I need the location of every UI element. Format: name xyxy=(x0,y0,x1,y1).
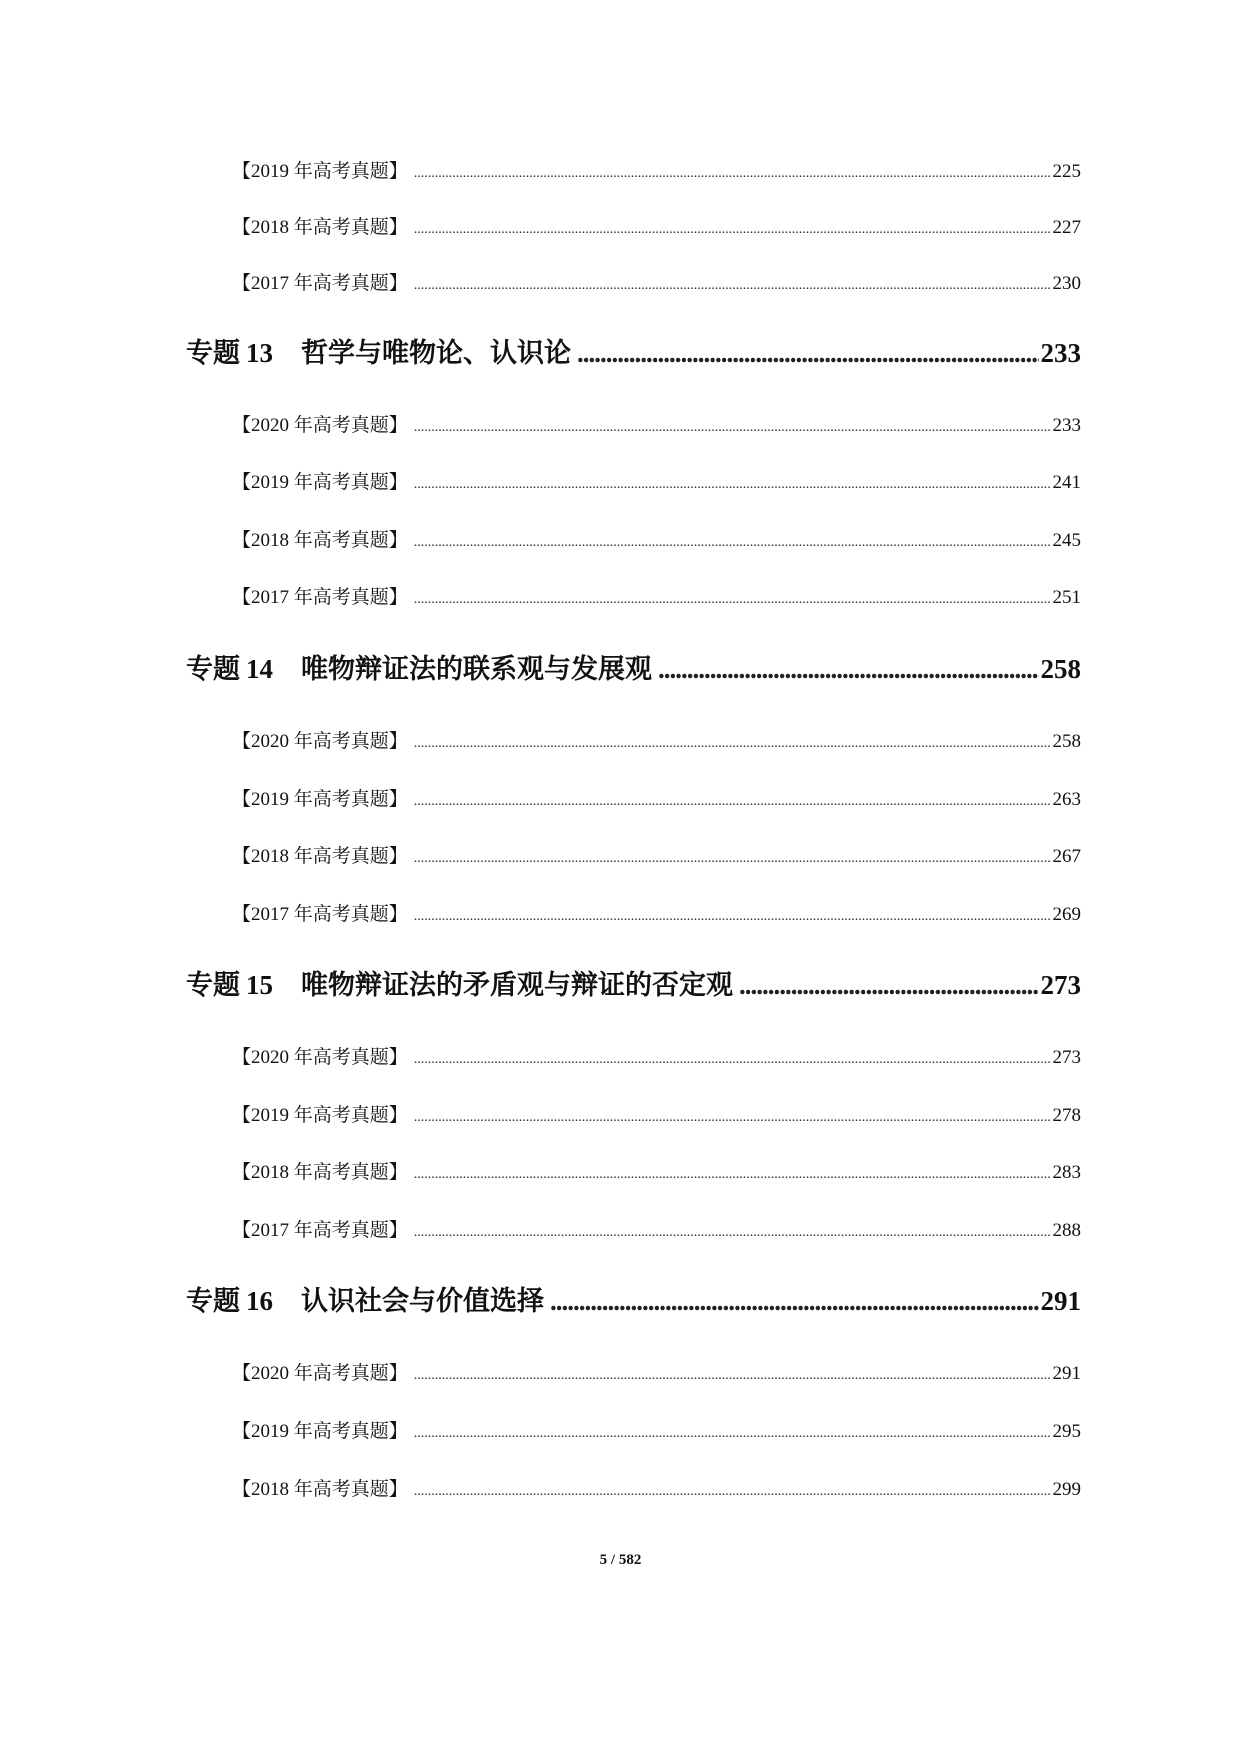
topic-title: 唯物辩证法的矛盾观与辩证的否定观 xyxy=(301,970,733,1000)
toc-entry-year[interactable] xyxy=(232,1215,1081,1241)
entry-label: 【2019 年高考真题】 xyxy=(232,789,408,810)
entry-page-number: 251 xyxy=(1052,587,1081,608)
entry-page-number: 299 xyxy=(1052,1479,1081,1500)
topic-heading xyxy=(186,331,571,370)
entry-page-number: 225 xyxy=(1052,161,1081,182)
topic-heading xyxy=(186,963,733,1002)
page-indicator: 5 / 582 xyxy=(599,1552,642,1568)
dot-leader xyxy=(414,477,1051,493)
entry-page-number: 283 xyxy=(1052,1162,1081,1183)
topic-prefix: 专题 xyxy=(186,970,240,1000)
entry-label: 【2018 年高考真题】 xyxy=(232,1479,408,1500)
dot-leader xyxy=(414,794,1051,810)
topic-heading xyxy=(186,1279,544,1318)
toc-entry-year[interactable] xyxy=(232,1416,1081,1442)
toc-entry-topic[interactable] xyxy=(186,331,1081,367)
topic-page-number: 258 xyxy=(1040,654,1081,684)
entry-page-number: 245 xyxy=(1052,530,1081,551)
entry-page-number: 267 xyxy=(1052,846,1081,867)
toc-entry-year[interactable] xyxy=(232,525,1081,551)
dot-leader xyxy=(414,1110,1051,1126)
topic-page-number: 273 xyxy=(1040,970,1081,1000)
toc-entry-topic[interactable] xyxy=(186,1279,1081,1315)
entry-label: 【2018 年高考真题】 xyxy=(232,530,408,551)
topic-prefix: 专题 xyxy=(186,1286,240,1316)
dot-leader xyxy=(414,278,1051,294)
entry-page-number: 273 xyxy=(1052,1047,1081,1068)
entry-label: 【2019 年高考真题】 xyxy=(232,1105,408,1126)
dot-leader xyxy=(577,338,1039,369)
toc-entry-year[interactable] xyxy=(232,841,1081,867)
toc-entry-year[interactable] xyxy=(232,784,1081,810)
entry-label: 【2018 年高考真题】 xyxy=(232,846,408,867)
toc-entry-year[interactable] xyxy=(232,726,1081,752)
dot-leader xyxy=(414,851,1051,867)
toc-entry-year[interactable] xyxy=(232,1474,1081,1500)
dot-leader xyxy=(658,654,1039,685)
entry-label: 【2017 年高考真题】 xyxy=(232,273,408,294)
entry-page-number: 269 xyxy=(1052,904,1081,925)
toc-entry-year[interactable] xyxy=(232,467,1081,493)
entry-label: 【2018 年高考真题】 xyxy=(232,217,408,238)
toc-entry-year[interactable] xyxy=(232,1042,1081,1068)
dot-leader xyxy=(414,909,1051,925)
entry-page-number: 263 xyxy=(1052,789,1081,810)
dot-leader xyxy=(414,222,1051,238)
entry-page-number: 278 xyxy=(1052,1105,1081,1126)
entry-page-number: 241 xyxy=(1052,472,1081,493)
entry-label: 【2019 年高考真题】 xyxy=(232,1421,408,1442)
topic-title: 哲学与唯物论、认识论 xyxy=(301,338,571,368)
entry-label: 【2017 年高考真题】 xyxy=(232,1220,408,1241)
topic-heading xyxy=(186,647,652,686)
entry-label: 【2020 年高考真题】 xyxy=(232,1363,408,1384)
topic-prefix: 专题 xyxy=(186,654,240,684)
entry-label: 【2017 年高考真题】 xyxy=(232,904,408,925)
toc-entry-year[interactable] xyxy=(232,1100,1081,1126)
dot-leader xyxy=(414,1368,1051,1384)
toc-entry-year[interactable] xyxy=(232,268,1081,294)
entry-page-number: 288 xyxy=(1052,1220,1081,1241)
dot-leader xyxy=(739,970,1039,1001)
dot-leader xyxy=(414,1167,1051,1183)
entry-label: 【2019 年高考真题】 xyxy=(232,472,408,493)
dot-leader xyxy=(550,1286,1039,1317)
entry-page-number: 258 xyxy=(1052,731,1081,752)
entry-label: 【2020 年高考真题】 xyxy=(232,731,408,752)
entry-page-number: 227 xyxy=(1052,217,1081,238)
dot-leader xyxy=(414,535,1051,551)
dot-leader xyxy=(414,166,1051,182)
dot-leader xyxy=(414,1426,1051,1442)
dot-leader xyxy=(414,420,1051,436)
entry-page-number: 295 xyxy=(1052,1421,1081,1442)
dot-leader xyxy=(414,736,1051,752)
entry-page-number: 233 xyxy=(1052,415,1081,436)
dot-leader xyxy=(414,1052,1051,1068)
toc-entry-year[interactable] xyxy=(232,410,1081,436)
topic-prefix: 专题 xyxy=(186,338,240,368)
toc-entry-year[interactable] xyxy=(232,899,1081,925)
topic-number: 13 xyxy=(246,338,273,368)
entry-label: 【2017 年高考真题】 xyxy=(232,587,408,608)
topic-number: 16 xyxy=(246,1286,273,1316)
topic-title: 认识社会与价值选择 xyxy=(301,1286,544,1316)
topic-title: 唯物辩证法的联系观与发展观 xyxy=(301,654,652,684)
topic-page-number: 233 xyxy=(1040,338,1081,368)
toc-entry-year[interactable] xyxy=(232,1157,1081,1183)
dot-leader xyxy=(414,592,1051,608)
toc-entry-topic[interactable] xyxy=(186,963,1081,999)
topic-page-number: 291 xyxy=(1040,1286,1081,1316)
entry-label: 【2018 年高考真题】 xyxy=(232,1162,408,1183)
dot-leader xyxy=(414,1484,1051,1500)
toc-entry-year[interactable] xyxy=(232,212,1081,238)
toc-entry-year[interactable] xyxy=(232,156,1081,182)
topic-number: 14 xyxy=(246,654,273,684)
toc-entry-year[interactable] xyxy=(232,582,1081,608)
topic-number: 15 xyxy=(246,970,273,1000)
toc-entry-topic[interactable] xyxy=(186,647,1081,683)
entry-label: 【2019 年高考真题】 xyxy=(232,161,408,182)
entry-label: 【2020 年高考真题】 xyxy=(232,1047,408,1068)
entry-page-number: 230 xyxy=(1052,273,1081,294)
toc-entry-year[interactable] xyxy=(232,1358,1081,1384)
dot-leader xyxy=(414,1225,1051,1241)
entry-page-number: 291 xyxy=(1052,1363,1081,1384)
entry-label: 【2020 年高考真题】 xyxy=(232,415,408,436)
